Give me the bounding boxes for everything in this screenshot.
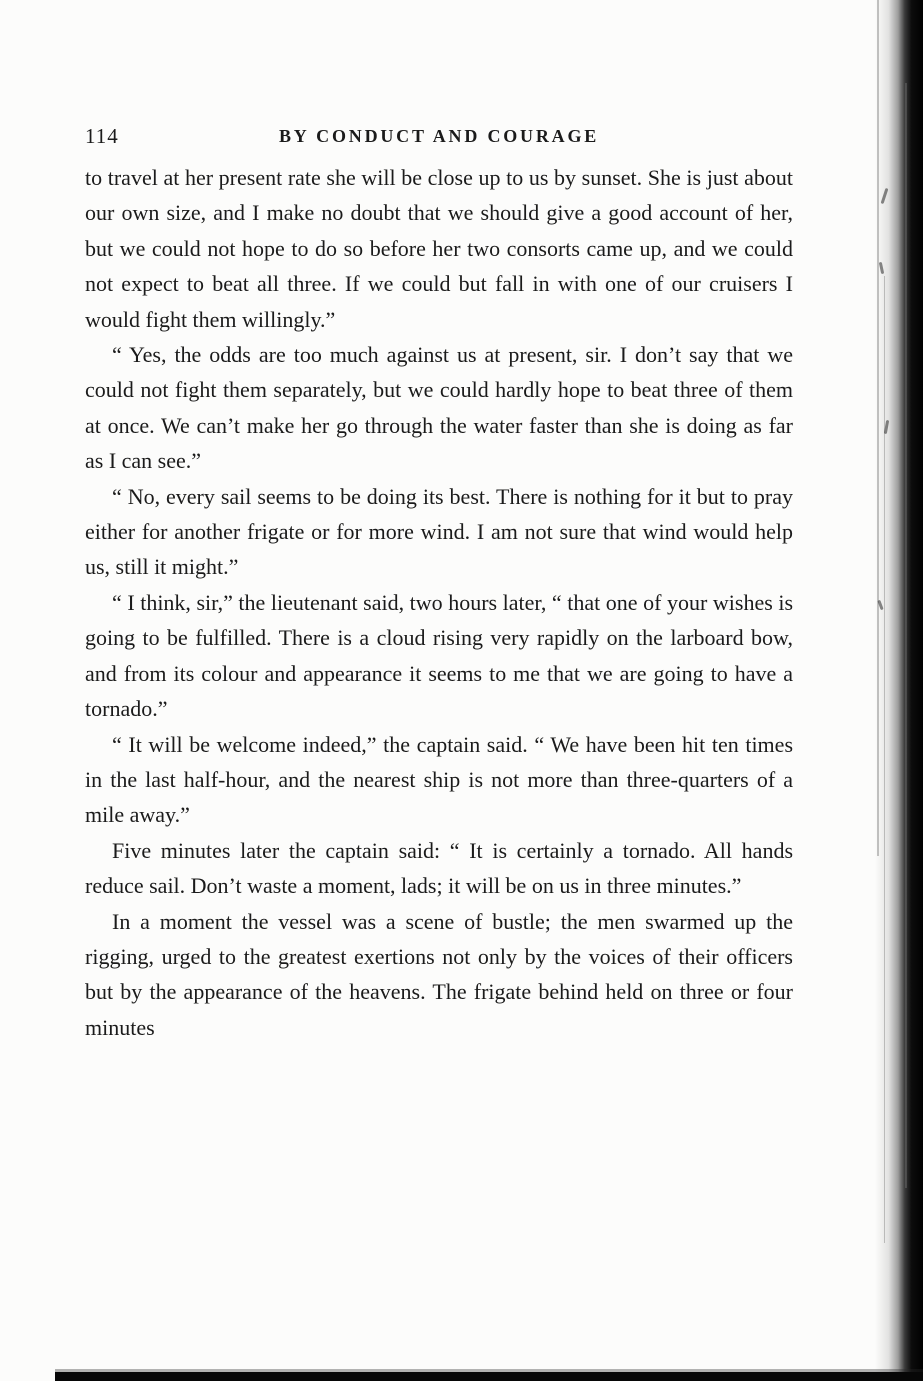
paragraph: “ No, every sail seems to be doing its best. There is nothing for it but to pray either for another frigate or for more wind. I am not sure that wind would help us, still it might.” — [85, 483, 793, 580]
paragraph: “ Yes, the odds are too much against us at present, sir. I don’t say that we could not fight them separately, but we could hardly hope to beat three of them at once. We can’t make her go through the water faster than she is doing as far as I can see.” — [85, 342, 793, 474]
running-title: BY CONDUCT AND COURAGE — [278, 126, 600, 146]
scan-edge-highlight — [905, 83, 907, 1188]
paragraph: “ It will be welcome indeed,” the captain said. “ We have been hit ten times in the last half-hour, and the nearest ship is not more than three-quarters of a mile away.” — [85, 731, 793, 828]
scan-edge-shadow — [875, 0, 923, 1381]
page-number: 114 — [85, 124, 119, 148]
page-content — [85, 124, 793, 1045]
page-header — [85, 124, 793, 154]
paragraph: In a moment the vessel was a scene of bustle; the men swarmed up the rigging, urged to the greatest exertions not only by the voices of their officers but by the appearance of the heavens. The frigate behind held on three or four minutes — [85, 908, 793, 1040]
page-body — [85, 160, 793, 1045]
paragraph: “ I think, sir,” the lieutenant said, two hours later, “ that one of your wishes is going to be fulfilled. There is a cloud rising very rapidly on the larboard bow, and from its colour and appearance it seems to me that we are going to have a tornado.” — [85, 589, 793, 722]
paragraph: Five minutes later the captain said: “ It is certainly a tornado. All hands reduce sail. Don’t waste a moment, lads; it will be on us in three minutes.” — [85, 837, 793, 899]
paragraph: to travel at her present rate she will be close up to us by sunset. She is just about our own size, and I make no doubt that we should give a good account of her, but we could not hope to do so before her two consorts came up, and we could not expect to beat all three. If we could but fall in with one of our cruisers I would fight them willingly.” — [85, 165, 793, 332]
scan-bottom-shadow — [55, 1372, 923, 1381]
